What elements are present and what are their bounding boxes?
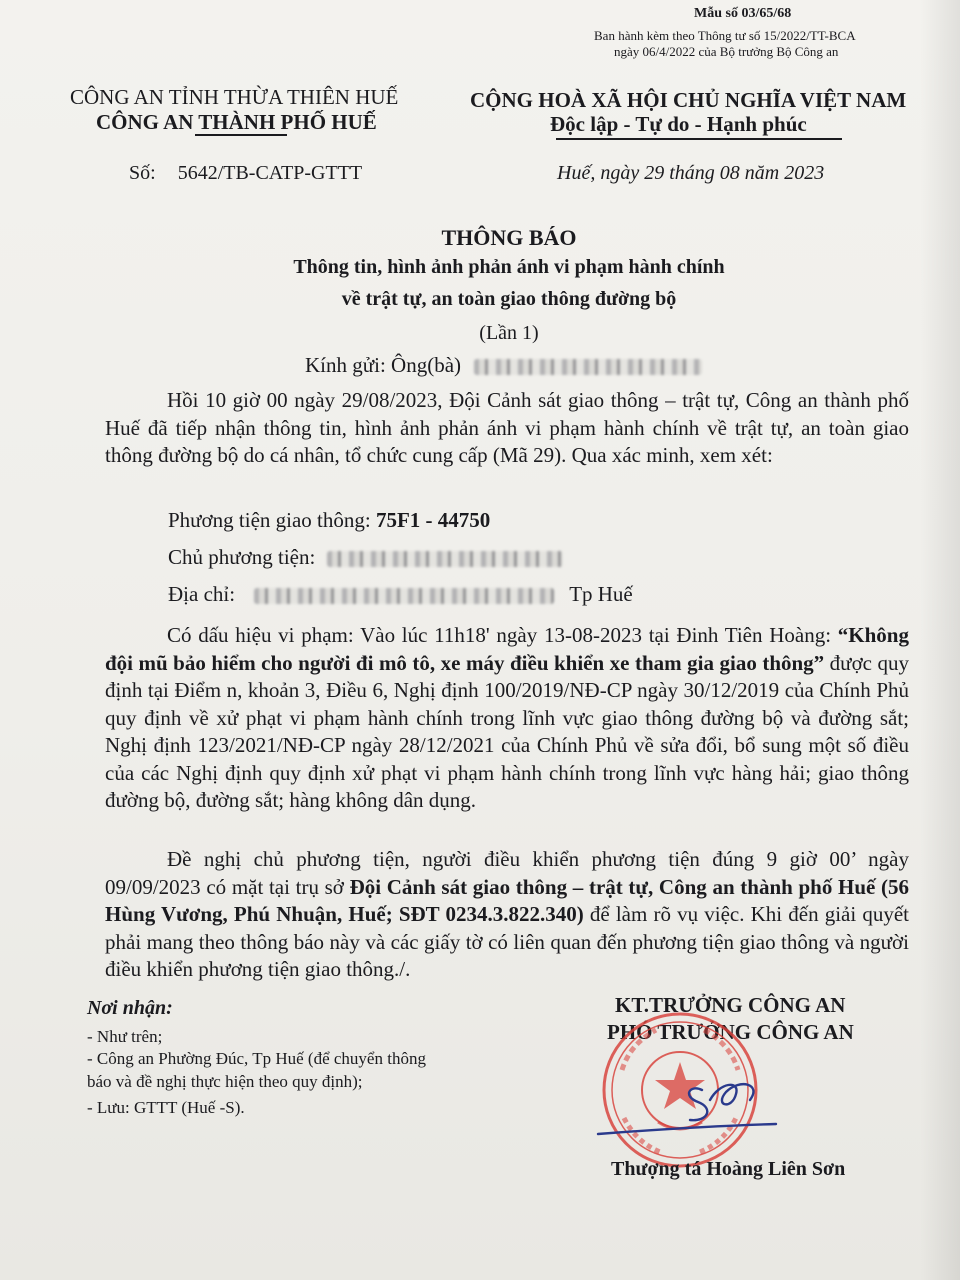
document-number-value: 5642/TB-CATP-GTTT bbox=[177, 162, 363, 184]
violation-legal-basis: được quy định tại Điểm n, khoản 3, Điều 6, Nghị định 100/2019/NĐ-CP ngày 30/12/2019 của Chính Phủ quy định về xử phạt vi phạm hành chính trong lĩnh vực giao thông đường bộ và đường sắt; Nghị định 123/2021/NĐ-CP ngày 28/12/2021 của Chính Phủ về sửa đổi, bổ sung một số điều của các Nghị định quy định xử phạt vi phạm hành chính trong lĩnh vực hàng hải; giao thông đường bộ, đường sắt; hàng không dân dụng. bbox=[105, 650, 909, 812]
document-number-label: Số: bbox=[129, 162, 156, 184]
recipients-item: - Công an Phường Đúc, Tp Huế (để chuyển thông bbox=[87, 1049, 426, 1068]
request-instructions: để làm rõ vụ việc. Khi đến giải quyết phải mang theo thông báo này và các giấy tờ có liên quan đến phương tiện giao thông và người điều khiển phương tiện giao thông./. bbox=[105, 902, 910, 981]
recipients-item: - Lưu: GTTT (Huế -S). bbox=[87, 1098, 245, 1117]
paragraph-request bbox=[105, 846, 909, 984]
paragraph-received bbox=[105, 387, 909, 470]
violation-description: “Không đội mũ bảo hiểm cho người đi mô tô, xe máy điều khiển xe tham gia giao thông” bbox=[105, 623, 909, 675]
motto-underline bbox=[556, 138, 842, 140]
form-number: Mẫu số 03/65/68 bbox=[694, 6, 792, 21]
redacted-recipient-name bbox=[474, 359, 702, 375]
page-edge-shadow bbox=[920, 0, 960, 1280]
document-number bbox=[129, 162, 362, 185]
recipients-item-continued: báo và đề nghị thực hiện theo quy định); bbox=[87, 1072, 363, 1091]
agency-parent: CÔNG AN TỈNH THỪA THIÊN HUẾ bbox=[70, 85, 399, 109]
agency-underline bbox=[195, 134, 287, 136]
request-location: Đội Cảnh sát giao thông – trật tự, Công an thành phố Huế (56 Hùng Vương, Phú Nhuận, Huế; SĐT 0234.3.822.340) bbox=[105, 874, 909, 926]
form-note-line1: Ban hành kèm theo Thông tư số 15/2022/TT-BCA bbox=[594, 28, 856, 43]
national-title: CỘNG HOÀ XÃ HỘI CHỦ NGHĨA VIỆT NAM bbox=[470, 88, 907, 112]
redacted-address bbox=[254, 588, 554, 604]
vehicle-plate: 75F1 - 44750 bbox=[375, 508, 491, 532]
address-field bbox=[168, 582, 633, 607]
owner-label: Chủ phương tiện: bbox=[168, 545, 316, 569]
document-subtitle-line1: Thông tin, hình ảnh phản ánh vi phạm hành chính bbox=[293, 256, 725, 278]
paragraph-received-text: Hồi 10 giờ 00 ngày 29/08/2023, Đội Cảnh sát giao thông – trật tự, Công an thành phố Huế đã tiếp nhận thông tin, hình ảnh phản ánh vi phạm hành chính về trật tự, an toàn giao thông đường bộ do cá nhân, tổ chức cung cấp (Mã 29). Qua xác minh, xem xét: bbox=[105, 388, 909, 467]
paragraph-violation bbox=[105, 622, 909, 815]
recipient-line bbox=[305, 353, 702, 378]
agency-name: CÔNG AN THÀNH PHỐ HUẾ bbox=[96, 110, 377, 134]
signature-position: PHÓ TRƯỞNG CÔNG AN bbox=[607, 1020, 854, 1044]
recipient-label: Kính gửi: Ông(bà) bbox=[305, 353, 462, 377]
recipients-title: Nơi nhận: bbox=[87, 997, 173, 1019]
form-note-line2: ngày 06/4/2022 của Bộ trưởng Bộ Công an bbox=[614, 44, 839, 59]
recipients-item: - Như trên; bbox=[87, 1027, 163, 1046]
signature-authority: KT.TRƯỞNG CÔNG AN bbox=[615, 993, 846, 1017]
place-date: Huế, ngày 29 tháng 08 năm 2023 bbox=[557, 162, 825, 184]
violation-intro: Có dấu hiệu vi phạm: Vào lúc 11h18' ngày 13-08-2023 tại Đinh Tiên Hoàng: bbox=[167, 623, 838, 647]
vehicle-field bbox=[168, 508, 490, 533]
address-suffix: Tp Huế bbox=[569, 582, 633, 606]
owner-field bbox=[168, 545, 563, 570]
document-subtitle-line2: về trật tự, an toàn giao thông đường bộ bbox=[341, 288, 677, 310]
request-intro: Đề nghị chủ phương tiện, người điều khiển phương tiện đúng 9 giờ 00’ ngày 09/09/2023 có mặt tại trụ sở bbox=[105, 847, 909, 899]
notice-round: (Lần 1) bbox=[479, 322, 539, 344]
national-motto: Độc lập - Tự do - Hạnh phúc bbox=[550, 112, 807, 136]
handwritten-signature-icon bbox=[590, 1060, 780, 1150]
address-label: Địa chỉ: bbox=[168, 582, 236, 606]
document-title: THÔNG BÁO bbox=[441, 225, 577, 250]
redacted-owner-name bbox=[327, 551, 563, 567]
signer-name: Thượng tá Hoàng Liên Sơn bbox=[611, 1158, 846, 1180]
vehicle-label: Phương tiện giao thông: bbox=[168, 508, 371, 532]
